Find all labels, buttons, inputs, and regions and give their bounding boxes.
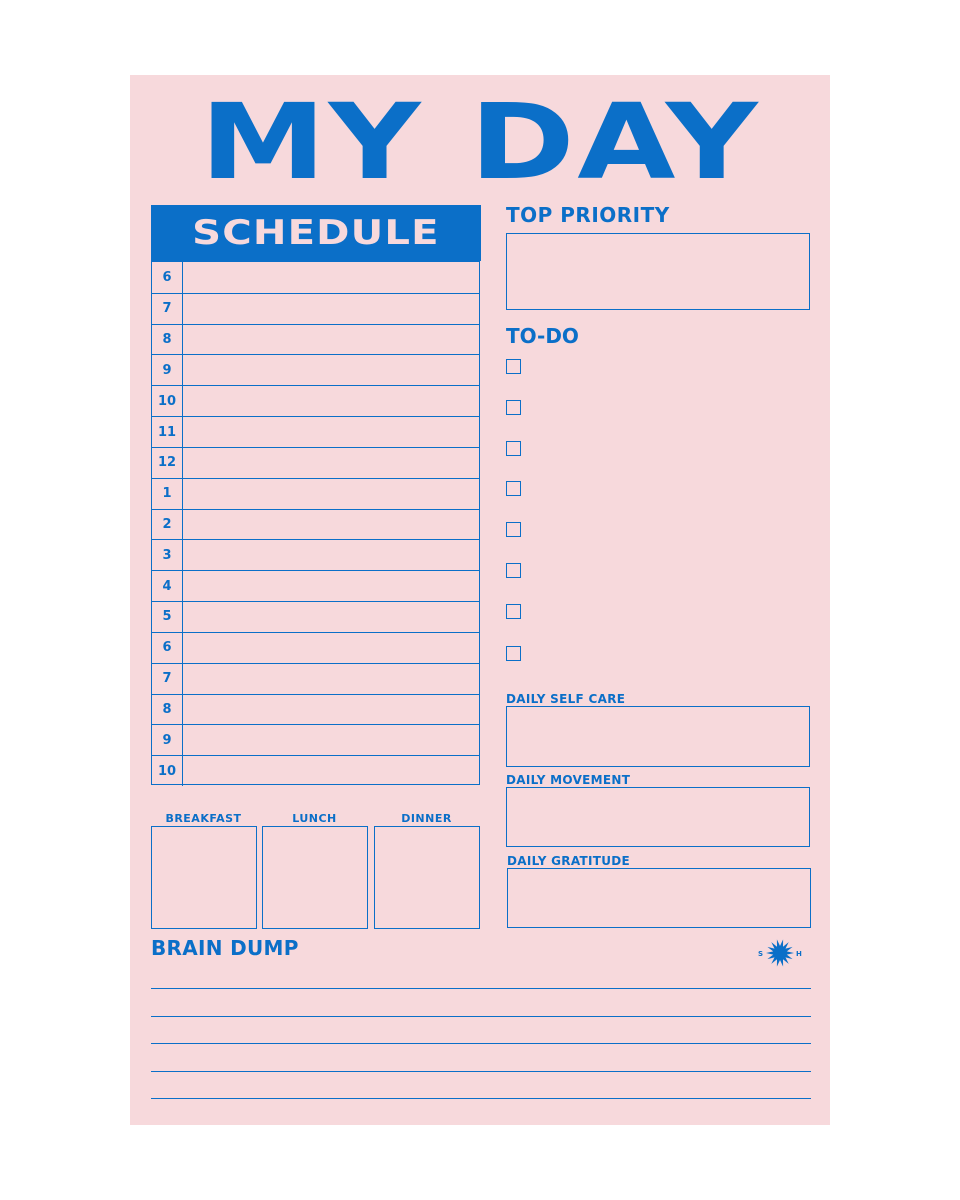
- brain-dump-heading: BRAIN DUMP: [151, 936, 299, 960]
- schedule-row[interactable]: [152, 601, 479, 632]
- todo-checkbox[interactable]: [506, 400, 521, 415]
- schedule-hour-label: 8: [152, 695, 183, 725]
- dinner-label: DINNER: [401, 812, 452, 825]
- schedule-row[interactable]: [152, 724, 479, 755]
- schedule-hour-label: 6: [152, 262, 183, 293]
- schedule-hour-label: 10: [152, 386, 183, 416]
- schedule-row[interactable]: [152, 570, 479, 601]
- schedule-hour-label: 1: [152, 479, 183, 509]
- schedule-hour-label: 4: [152, 571, 183, 601]
- schedule-row[interactable]: [152, 509, 479, 540]
- schedule-hour-label: 2: [152, 510, 183, 540]
- schedule-table: [151, 261, 480, 785]
- schedule-row[interactable]: [152, 632, 479, 663]
- todo-heading: TO-DO: [506, 324, 579, 348]
- schedule-hour-label: 3: [152, 540, 183, 570]
- gratitude-box[interactable]: [507, 868, 811, 928]
- schedule-row[interactable]: [152, 447, 479, 478]
- logo-letter-right: H: [796, 950, 802, 958]
- brain-dump-line[interactable]: [151, 988, 811, 989]
- todo-checkbox[interactable]: [506, 522, 521, 537]
- schedule-row[interactable]: [152, 416, 479, 447]
- todo-checkbox[interactable]: [506, 604, 521, 619]
- brain-dump-line[interactable]: [151, 1016, 811, 1017]
- schedule-row[interactable]: [152, 354, 479, 385]
- top-priority-box[interactable]: [506, 233, 810, 310]
- todo-checkbox[interactable]: [506, 441, 521, 456]
- schedule-hour-label: 7: [152, 664, 183, 694]
- brain-dump-line[interactable]: [151, 1043, 811, 1044]
- self-care-heading: DAILY SELF CARE: [506, 692, 626, 706]
- starburst-icon: [756, 937, 804, 969]
- dinner-box[interactable]: [374, 826, 480, 929]
- todo-checkbox[interactable]: [506, 646, 521, 661]
- schedule-hour-label: 5: [152, 602, 183, 632]
- schedule-hour-label: 12: [152, 448, 183, 478]
- schedule-hour-label: 6: [152, 633, 183, 663]
- schedule-hour-label: 8: [152, 325, 183, 355]
- schedule-hour-label: 9: [152, 725, 183, 755]
- top-priority-heading: TOP PRIORITY: [506, 203, 670, 227]
- schedule-hour-label: 11: [152, 417, 183, 447]
- movement-heading: DAILY MOVEMENT: [506, 773, 631, 787]
- breakfast-box[interactable]: [151, 826, 257, 929]
- schedule-row[interactable]: [152, 262, 479, 293]
- brain-dump-line[interactable]: [151, 1098, 811, 1099]
- schedule-row[interactable]: [152, 755, 479, 786]
- schedule-header: [151, 205, 481, 261]
- gratitude-heading: DAILY GRATITUDE: [507, 854, 631, 868]
- schedule-row[interactable]: [152, 539, 479, 570]
- brand-logo: [756, 937, 804, 969]
- schedule-row[interactable]: [152, 385, 479, 416]
- todo-checkbox[interactable]: [506, 481, 521, 496]
- breakfast-label: BREAKFAST: [165, 812, 242, 825]
- self-care-box[interactable]: [506, 706, 810, 767]
- schedule-row[interactable]: [152, 694, 479, 725]
- page-title: MY DAY: [199, 81, 761, 203]
- schedule-hour-label: 10: [152, 756, 183, 786]
- schedule-row[interactable]: [152, 663, 479, 694]
- movement-box[interactable]: [506, 787, 810, 847]
- lunch-box[interactable]: [262, 826, 368, 929]
- lunch-label: LUNCH: [292, 812, 337, 825]
- schedule-row[interactable]: [152, 324, 479, 355]
- schedule-hour-label: 9: [152, 355, 183, 385]
- brain-dump-line[interactable]: [151, 1071, 811, 1072]
- schedule-hour-label: 7: [152, 294, 183, 324]
- todo-checkbox[interactable]: [506, 563, 521, 578]
- schedule-row[interactable]: [152, 293, 479, 324]
- schedule-heading: SCHEDULE: [192, 213, 440, 253]
- schedule-row[interactable]: [152, 478, 479, 509]
- todo-checkbox[interactable]: [506, 359, 521, 374]
- logo-letter-left: S: [758, 950, 764, 958]
